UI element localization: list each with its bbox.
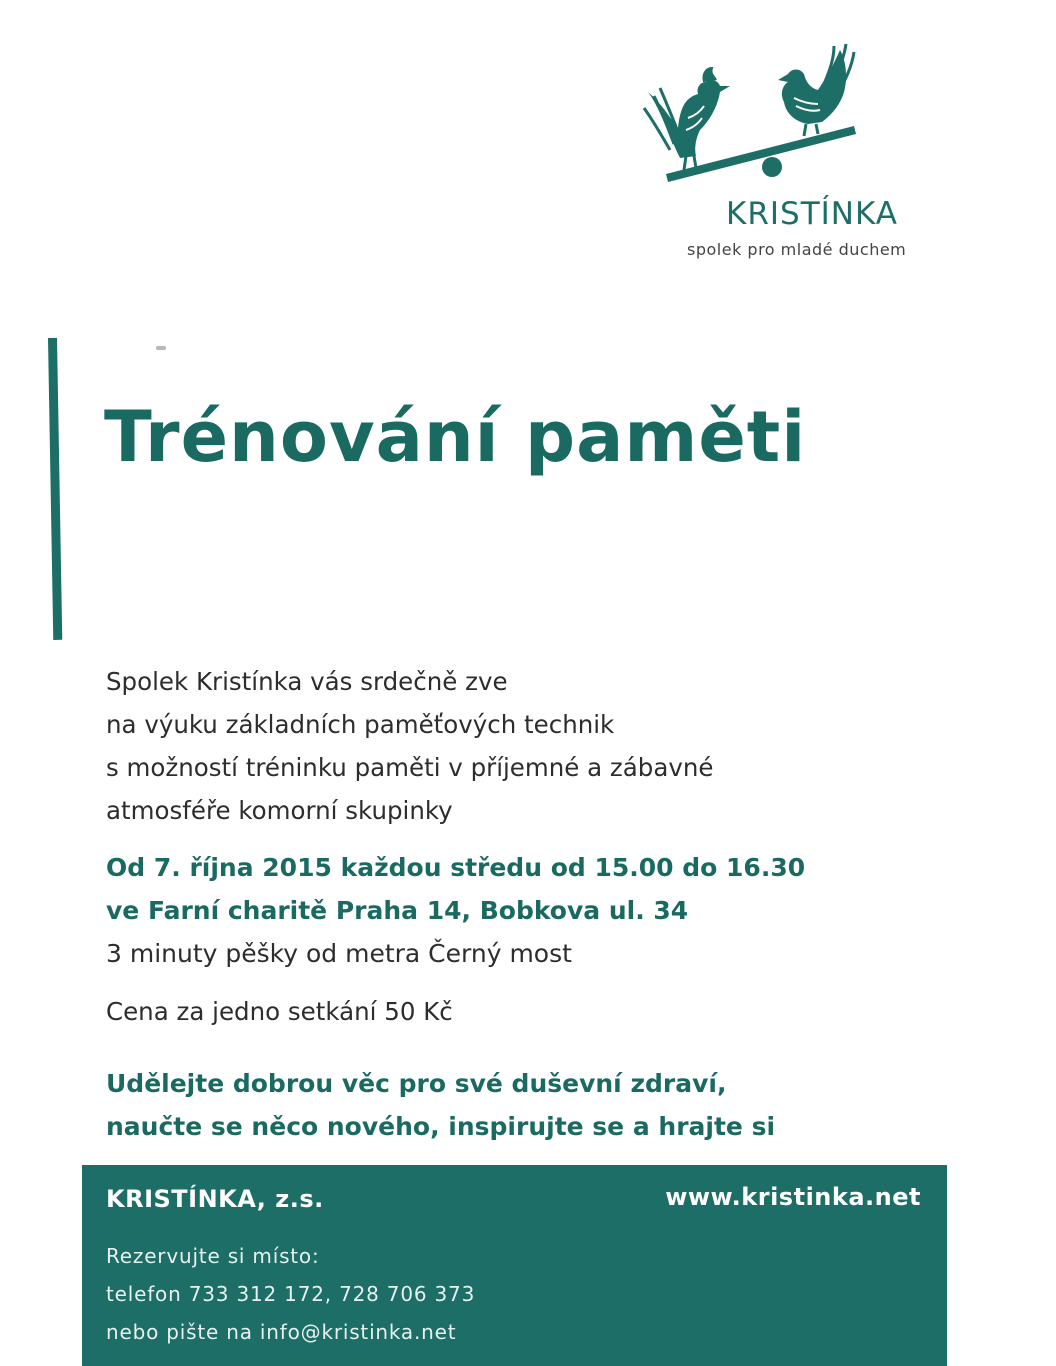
schedule-directions: 3 minuty pěšky od metra Černý most (106, 939, 572, 968)
accent-bar (48, 338, 62, 640)
footer-email: nebo pište na info@kristinka.net (106, 1320, 457, 1344)
intro-line: s možností tréninku paměti v příjemné a zábavné (106, 753, 714, 782)
intro-line: Spolek Kristínka vás srdečně zve (106, 667, 508, 696)
seesaw-birds-icon (640, 38, 862, 188)
slogan-line: Udělejte dobrou věc pro své duševní zdraví, (106, 1069, 727, 1098)
schedule-date: Od 7. října 2015 každou středu od 15.00 do 16.30 (106, 853, 806, 882)
footer-reserve: Rezervujte si místo: (106, 1244, 320, 1268)
logo-name: KRISTÍNKA (726, 196, 898, 232)
footer-banner (82, 1165, 947, 1366)
footer-phone: telefon 733 312 172, 728 706 373 (106, 1282, 476, 1306)
footer-website: www.kristinka.net (665, 1183, 921, 1211)
intro-text (106, 660, 713, 832)
footer-organization: KRISTÍNKA, z.s. (106, 1185, 324, 1213)
page-title: Trénování paměti (104, 396, 807, 478)
intro-line: atmosféře komorní skupinky (106, 796, 453, 825)
intro-line: na výuku základních paměťových technik (106, 710, 615, 739)
footer-contact (106, 1237, 475, 1351)
schedule-location: ve Farní charitě Praha 14, Bobkova ul. 34 (106, 896, 689, 925)
scan-speck (156, 346, 166, 350)
slogan-line: naučte se něco nového, inspirujte se a hrajte si (106, 1112, 776, 1141)
price-text: Cena za jedno setkání 50 Kč (106, 997, 453, 1026)
schedule-info (106, 846, 805, 975)
slogan (106, 1062, 775, 1148)
logo-tagline: spolek pro mladé duchem (687, 240, 907, 259)
